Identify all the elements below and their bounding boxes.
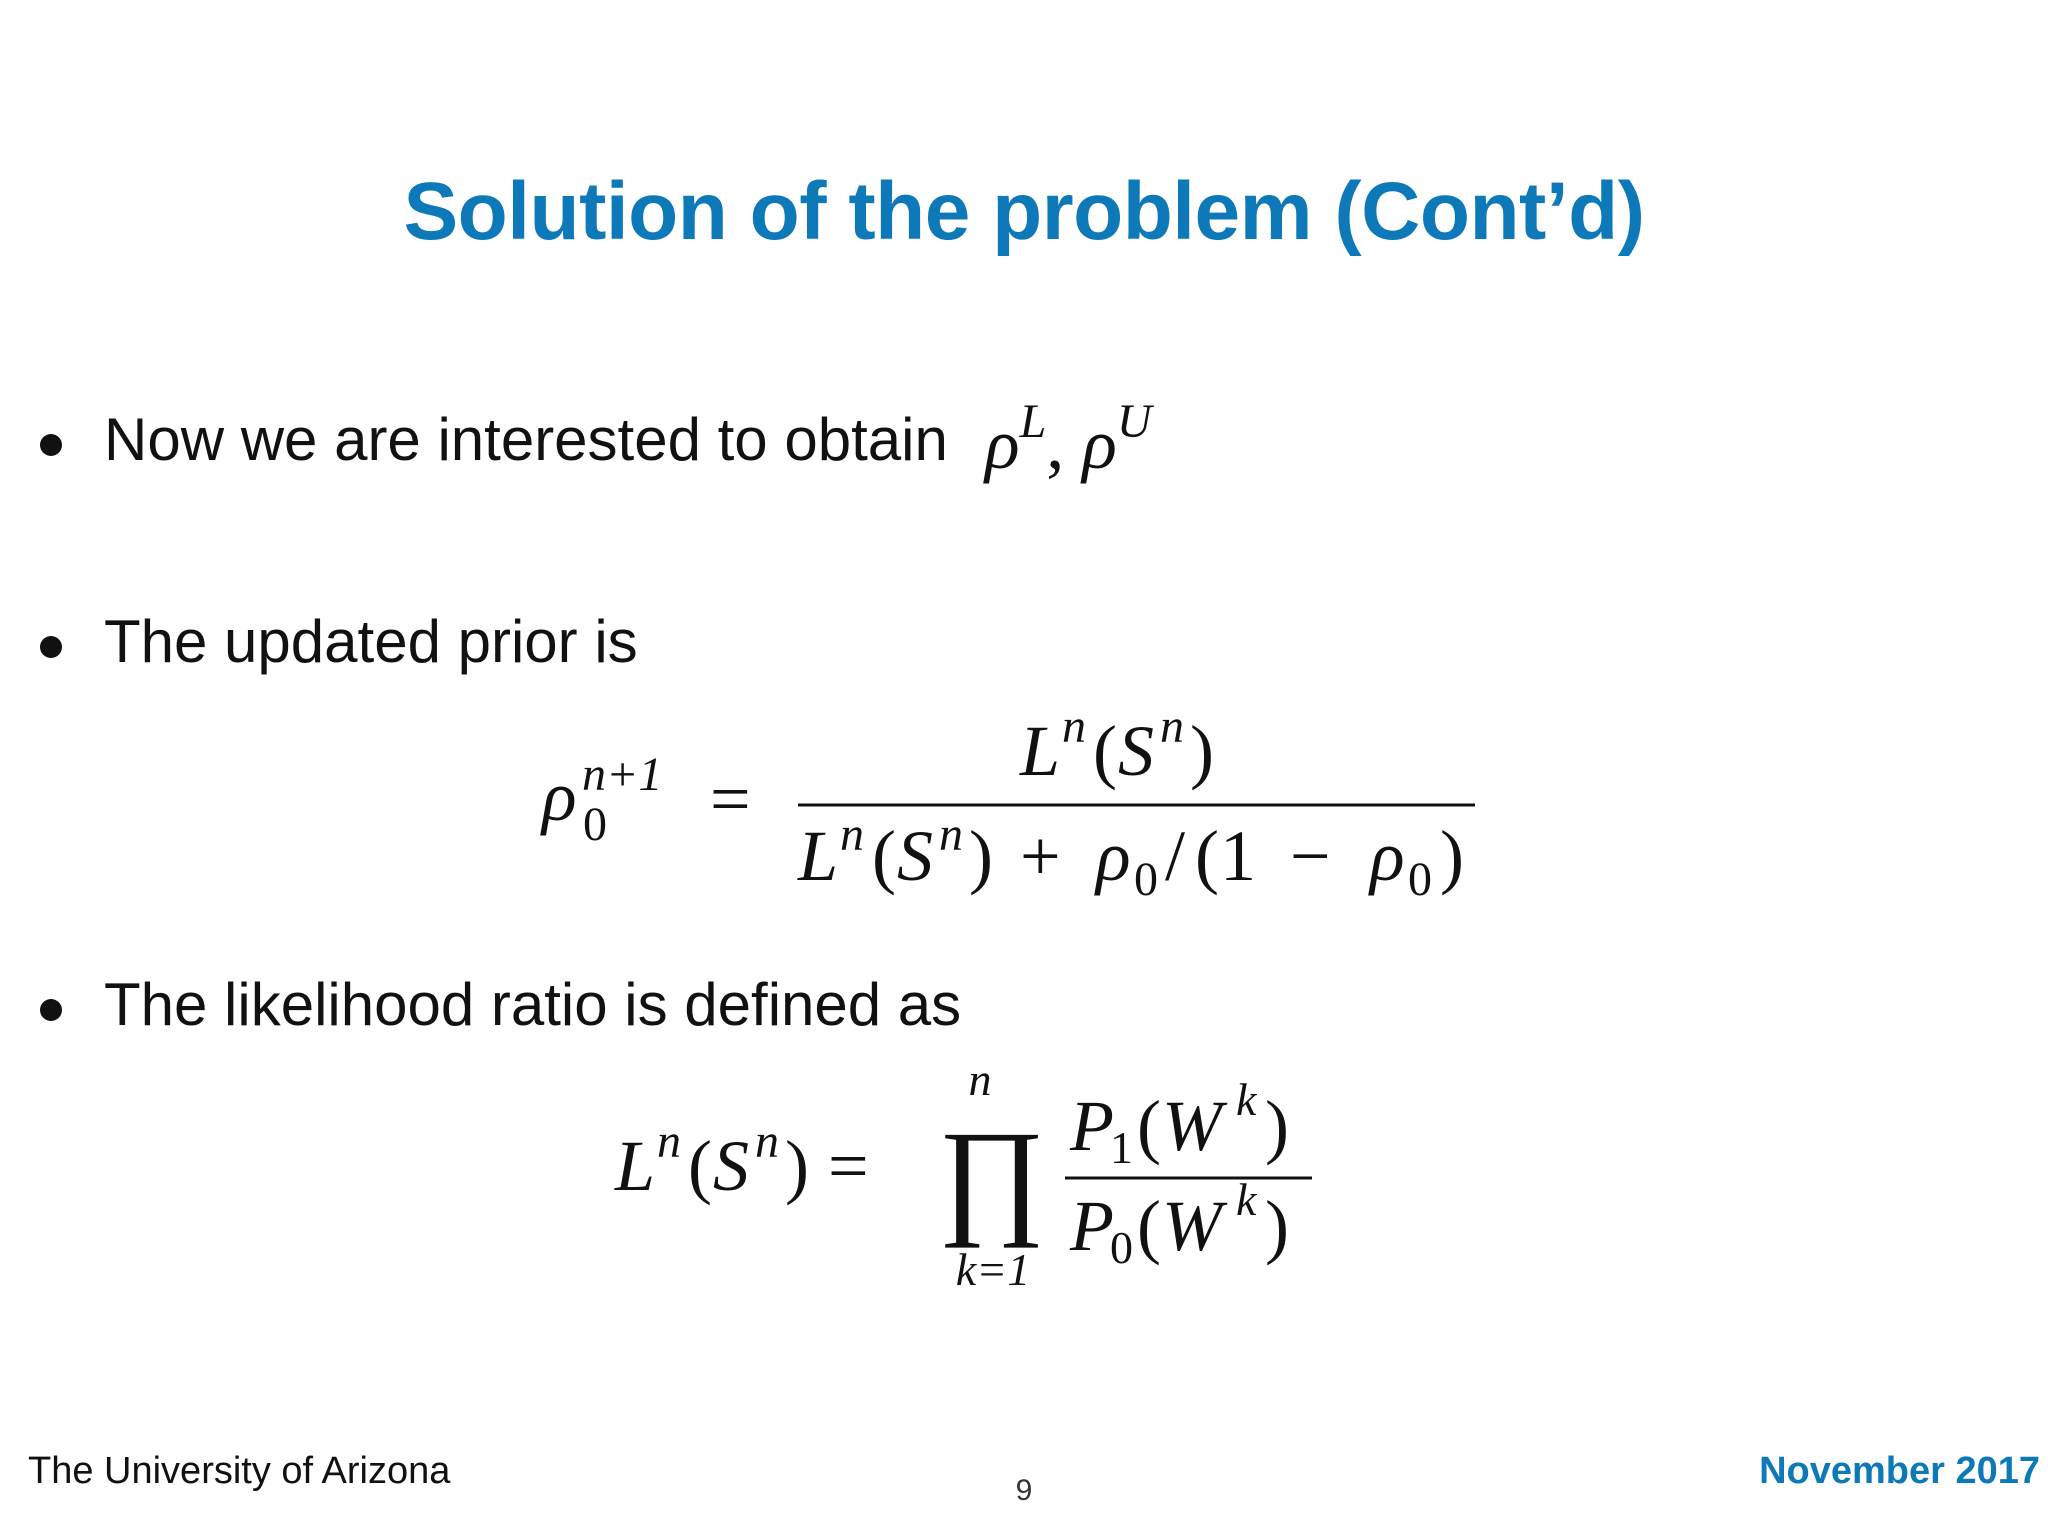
bullet-1-text: Now we are interested to obtain — [104, 406, 948, 473]
svg-text:): ) — [1190, 711, 1214, 791]
svg-text:S: S — [897, 816, 933, 896]
bullet-dot — [40, 999, 62, 1021]
svg-text:1: 1 — [1110, 1122, 1133, 1173]
bullet-dot — [40, 434, 62, 456]
svg-text:): ) — [969, 816, 993, 896]
svg-text:W: W — [1162, 1086, 1222, 1166]
svg-text:S: S — [713, 1126, 749, 1206]
footer-date: November 2017 — [1759, 1450, 2040, 1492]
bullet-2-text: The updated prior is — [104, 608, 638, 675]
svg-text:S: S — [1118, 711, 1154, 791]
svg-text:(: ( — [688, 1126, 712, 1206]
svg-text:n+1: n+1 — [582, 748, 663, 801]
formula-likelihood-ratio — [600, 1060, 1360, 1300]
svg-text:W: W — [1162, 1186, 1222, 1266]
svg-text:P: P — [1070, 1086, 1114, 1166]
svg-text:): ) — [1440, 816, 1464, 896]
footer-institution: The University of Arizona — [28, 1450, 451, 1492]
svg-text:n: n — [1062, 700, 1086, 753]
svg-text:(: ( — [1137, 1186, 1161, 1266]
page-number: 9 — [1015, 1474, 1033, 1507]
product-symbol: ∏ — [938, 1105, 1046, 1249]
svg-text:ρ: ρ — [1096, 816, 1131, 896]
svg-text:k=1: k=1 — [955, 1244, 1031, 1295]
svg-text:(: ( — [1137, 1086, 1161, 1166]
svg-text:1: 1 — [1220, 816, 1256, 896]
svg-text:): ) — [1265, 1186, 1289, 1266]
svg-text:−: − — [1290, 816, 1331, 896]
svg-text:0: 0 — [1408, 853, 1432, 906]
svg-text:n: n — [939, 808, 963, 861]
svg-text:n: n — [968, 1060, 992, 1105]
svg-text:+: + — [1020, 816, 1061, 896]
formula-updated-prior — [530, 700, 1510, 920]
svg-text:0: 0 — [1134, 853, 1158, 906]
svg-text:n: n — [755, 1115, 779, 1168]
svg-text:=: = — [828, 1126, 869, 1206]
svg-text:k: k — [1236, 1174, 1257, 1225]
svg-text:0: 0 — [1110, 1222, 1133, 1273]
svg-text:L: L — [615, 1126, 656, 1206]
formula-rho-bounds: $\rho^L$, $\rho^U$ — [985, 395, 1152, 484]
bullet-3-text: The likelihood ratio is defined as — [104, 971, 962, 1038]
bullet-dot — [40, 636, 62, 658]
svg-text:n: n — [657, 1115, 681, 1168]
svg-text:n: n — [840, 808, 864, 861]
svg-text:P: P — [1070, 1186, 1114, 1266]
svg-text:(: ( — [872, 816, 896, 896]
svg-text:/: / — [1165, 816, 1186, 896]
svg-text:k: k — [1236, 1074, 1257, 1125]
svg-text:=: = — [710, 759, 751, 839]
svg-text:): ) — [785, 1126, 809, 1206]
svg-text:): ) — [1265, 1086, 1289, 1166]
svg-text:n: n — [1160, 700, 1184, 753]
svg-text:(: ( — [1093, 711, 1117, 791]
svg-text:(: ( — [1195, 816, 1219, 896]
svg-text:ρ: ρ — [1370, 816, 1405, 896]
svg-text:0: 0 — [583, 798, 607, 851]
svg-text:L: L — [1020, 711, 1061, 791]
slide-title: Solution of the problem (Cont’d) — [403, 166, 1645, 257]
svg-text:L: L — [798, 816, 839, 896]
svg-text:ρ: ρ — [542, 756, 577, 836]
